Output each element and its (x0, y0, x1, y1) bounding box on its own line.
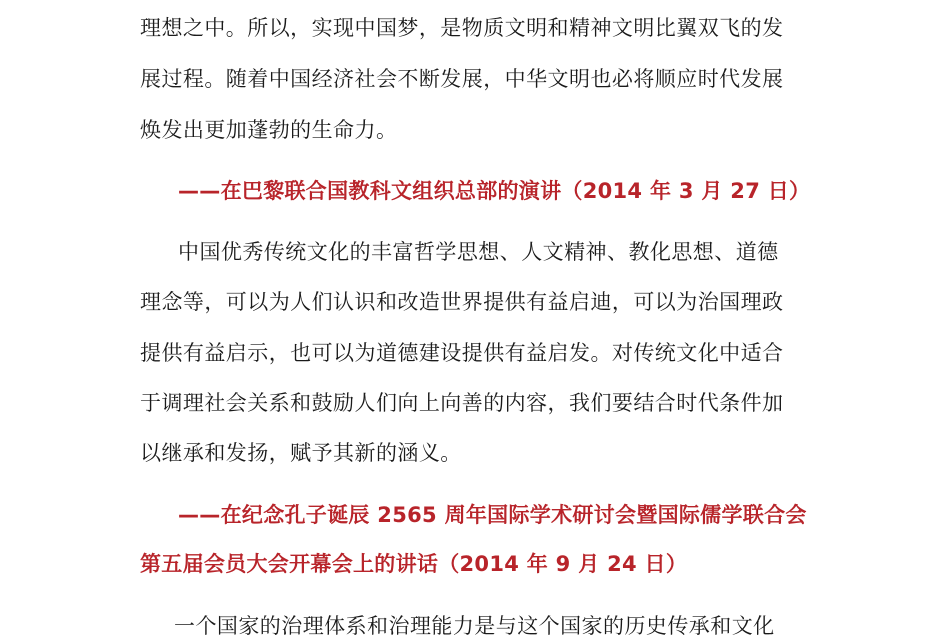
paragraph-line: 提供有益启示，也可以为道德建设提供有益启发。对传统文化中适合 (140, 341, 784, 365)
paragraph-line: 中国优秀传统文化的丰富哲学思想、人文精神、教化思想、道德 (178, 240, 779, 264)
citation-line: 第五届会员大会开幕会上的讲话（2014 年 9 月 24 日） (140, 552, 688, 576)
paragraph-line: 一个国家的治理体系和治理能力是与这个国家的历史传承和文化 (174, 614, 775, 638)
paragraph-line: 焕发出更加蓬勃的生命力。 (140, 118, 398, 142)
paragraph-line: 理想之中。所以，实现中国梦，是物质文明和精神文明比翼双飞的发 (140, 16, 784, 40)
paragraph-line: 展过程。随着中国经济社会不断发展，中华文明也必将顺应时代发展 (140, 67, 784, 91)
paragraph-line: 以继承和发扬，赋予其新的涵义。 (140, 441, 462, 465)
paragraph-line: 于调理社会关系和鼓励人们向上向善的内容，我们要结合时代条件加 (140, 391, 784, 415)
paragraph-line: 理念等，可以为人们认识和改造世界提供有益启迪，可以为治国理政 (140, 290, 784, 314)
citation-line: ——在巴黎联合国教科文组织总部的演讲（2014 年 3 月 27 日） (178, 179, 811, 203)
citation-line: ——在纪念孔子诞辰 2565 周年国际学术研讨会暨国际儒学联合会 (178, 503, 807, 527)
